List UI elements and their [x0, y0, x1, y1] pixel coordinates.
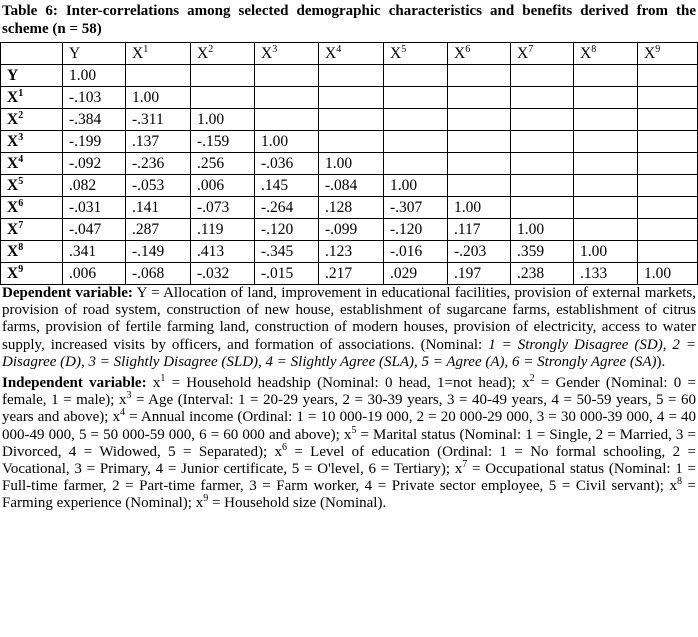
correlation-cell — [574, 65, 638, 87]
correlation-cell: -.199 — [63, 131, 126, 153]
column-header-label: X — [580, 44, 592, 62]
correlation-cell: .197 — [448, 263, 511, 285]
correlation-cell: -.015 — [255, 263, 319, 285]
variable-definition: = Age (Interval: 1 = 20-29 years, 2 = 30-39 years, 3 = 40-49 years, 4 = 50-59 years, 5 = 60 years and above); — [2, 392, 697, 426]
row-header-label: X — [7, 198, 19, 216]
correlation-cell — [638, 175, 698, 197]
correlation-cell: -.032 — [191, 263, 255, 285]
row-header-superscript: 6 — [18, 197, 24, 209]
table-row — [1, 153, 698, 175]
row-header — [1, 219, 63, 241]
correlation-cell — [255, 87, 319, 109]
dependent-end: ). — [656, 353, 666, 370]
column-header — [638, 43, 698, 65]
correlation-cell: -.345 — [255, 241, 319, 263]
correlation-cell: .128 — [319, 197, 384, 219]
column-header — [511, 43, 574, 65]
column-header-label: X — [390, 44, 402, 62]
correlation-cell: .006 — [191, 175, 255, 197]
correlation-cell — [574, 153, 638, 175]
correlation-cell — [638, 197, 698, 219]
column-header — [126, 43, 191, 65]
correlation-cell: .133 — [574, 263, 638, 285]
correlation-cell: -.084 — [319, 175, 384, 197]
variable-definition: = Gender (Nominal: 0 = female, 1 = male); — [2, 375, 697, 409]
correlation-cell: .119 — [191, 219, 255, 241]
correlation-cell: 1.00 — [384, 175, 448, 197]
row-header-label: Y — [7, 66, 19, 84]
column-header-superscript: 6 — [465, 43, 471, 55]
correlation-cell: .006 — [63, 263, 126, 285]
variable-superscript: 8 — [676, 476, 682, 488]
table-row — [1, 197, 698, 219]
row-header-superscript: 3 — [18, 131, 24, 143]
independent-variable-note — [0, 375, 698, 513]
correlation-cell: .123 — [319, 241, 384, 263]
correlation-cell — [511, 175, 574, 197]
correlation-cell: -.159 — [191, 131, 255, 153]
correlation-cell: .082 — [63, 175, 126, 197]
correlation-cell: 1.00 — [63, 65, 126, 87]
column-header-label: X — [132, 44, 144, 62]
row-header — [1, 131, 63, 153]
correlation-cell: -.073 — [191, 197, 255, 219]
correlation-cell: -.047 — [63, 219, 126, 241]
variable-symbol: x — [454, 461, 463, 478]
table-row — [1, 87, 698, 109]
row-header — [1, 87, 63, 109]
correlation-cell — [384, 65, 448, 87]
correlation-cell: .256 — [191, 153, 255, 175]
row-header — [1, 153, 63, 175]
correlation-cell — [255, 109, 319, 131]
row-header — [1, 197, 63, 219]
column-header-label: X — [197, 44, 209, 62]
column-header-superscript: 3 — [272, 43, 278, 55]
row-header-superscript: 4 — [18, 153, 24, 165]
dependent-label: Dependent variable: — [2, 285, 133, 301]
correlation-cell: .287 — [126, 219, 191, 241]
column-header-label: X — [644, 44, 656, 62]
table-row — [1, 263, 698, 285]
correlation-cell: 1.00 — [511, 219, 574, 241]
table-row — [1, 175, 698, 197]
correlation-cell — [511, 197, 574, 219]
correlation-cell — [511, 109, 574, 131]
variable-superscript: 5 — [351, 424, 357, 436]
column-header-superscript: 4 — [336, 43, 342, 55]
variable-superscript: 6 — [281, 441, 287, 453]
column-header-label: X — [325, 44, 337, 62]
row-header — [1, 241, 63, 263]
correlation-cell: .029 — [384, 263, 448, 285]
correlation-cell: -.103 — [63, 87, 126, 109]
column-header-label: X — [261, 44, 273, 62]
correlation-cell — [448, 87, 511, 109]
column-header — [191, 43, 255, 65]
row-header — [1, 65, 63, 87]
correlation-cell: 1.00 — [191, 109, 255, 131]
correlation-cell — [319, 109, 384, 131]
correlation-cell: -.264 — [255, 197, 319, 219]
correlation-cell — [126, 65, 191, 87]
column-header-superscript: 5 — [401, 43, 407, 55]
correlation-cell: 1.00 — [126, 87, 191, 109]
row-header-label: X — [7, 242, 19, 260]
correlation-cell: -.120 — [255, 219, 319, 241]
correlation-cell — [574, 109, 638, 131]
table-header-row — [1, 43, 698, 65]
variable-definition: = Marital status (Nominal: 1 = Single, 2 = Married, 3 = Divorced, 4 = Widowed, 5 = Separated); — [2, 426, 696, 460]
row-header-superscript: 1 — [18, 87, 24, 99]
correlation-cell — [448, 153, 511, 175]
row-header-label: X — [7, 88, 19, 106]
correlation-cell: .359 — [511, 241, 574, 263]
correlation-cell — [638, 131, 698, 153]
correlation-cell — [511, 153, 574, 175]
correlation-cell: -.307 — [384, 197, 448, 219]
independent-label: Independent variable: — [2, 375, 147, 392]
correlation-cell — [574, 219, 638, 241]
correlation-cell — [191, 87, 255, 109]
correlation-cell: -.092 — [63, 153, 126, 175]
column-header-label: X — [454, 44, 466, 62]
correlation-cell: -.053 — [126, 175, 191, 197]
correlation-cell — [574, 131, 638, 153]
correlation-cell — [638, 109, 698, 131]
variable-symbol: x — [118, 392, 127, 409]
variable-superscript: 4 — [120, 407, 126, 419]
correlation-cell — [191, 65, 255, 87]
correlation-cell: 1.00 — [319, 153, 384, 175]
correlation-cell: -.120 — [384, 219, 448, 241]
correlation-cell: -.036 — [255, 153, 319, 175]
correlation-cell — [448, 65, 511, 87]
correlation-cell — [384, 87, 448, 109]
variable-symbol: x — [343, 426, 352, 443]
correlation-cell: .117 — [448, 219, 511, 241]
correlation-cell — [574, 87, 638, 109]
variable-definition: = Household size (Nominal). — [208, 495, 387, 512]
row-header-superscript: 9 — [18, 263, 24, 275]
column-header — [448, 43, 511, 65]
correlation-cell: .341 — [63, 241, 126, 263]
variable-symbol: x — [274, 443, 282, 460]
correlation-cell: -.016 — [384, 241, 448, 263]
column-header — [255, 43, 319, 65]
correlation-table — [0, 42, 698, 285]
column-header-superscript: 2 — [208, 43, 214, 55]
variable-definition: = Level of education (Ordinal: 1 = No formal schooling, 2 = Vocational, 3 = Primary, 4 = Junior certificate, 5 = O'level, 6 = Tertiary); — [2, 443, 696, 478]
variable-definition: = Farming experience (Nominal); — [2, 478, 696, 512]
column-header-superscript: 7 — [528, 43, 534, 55]
correlation-cell: 1.00 — [448, 197, 511, 219]
correlation-cell — [638, 241, 698, 263]
variable-superscript: 3 — [126, 390, 132, 402]
variable-definition: = Annual income (Ordinal: 1 = 10 000-19 000, 2 = 20 000-29 000, 3 = 30 000-39 000, 4 = 40 000-49 000, 5 = 50 000-59 000, 6 = 60 000 and above); — [2, 409, 696, 443]
row-header-label: X — [7, 110, 19, 128]
correlation-cell: -.031 — [63, 197, 126, 219]
dependent-text: Y = Allocation of land, improvement in educational facilities, provision of external markets, provision of road system, construction of new house, establishment of sugarcane farms, establishment of citrus farms, provision of fertile farming land, construction of modern houses, provision of electricity, access to water supply, increased visits by officers, and formation of associations. (Nominal: — [2, 285, 696, 353]
variable-symbol: x — [669, 478, 677, 495]
correlation-cell — [319, 87, 384, 109]
correlation-cell: -.236 — [126, 153, 191, 175]
dependent-scale: 1 = Strongly Disagree (SD), 2 = Disagree (D), 3 = Slightly Disagree (SLD), 4 = Slightly Agree (SLA), 5 = Agree (A), 6 = Strongly Agree (SA) — [2, 336, 696, 370]
correlation-cell: .141 — [126, 197, 191, 219]
column-header — [319, 43, 384, 65]
correlation-cell: -.068 — [126, 263, 191, 285]
row-header-superscript: 8 — [18, 241, 24, 253]
correlation-cell: -.311 — [126, 109, 191, 131]
correlation-cell: 1.00 — [638, 263, 698, 285]
row-header-superscript: 5 — [18, 175, 24, 187]
variable-symbol: x — [195, 495, 204, 512]
variable-symbol: x — [112, 409, 121, 426]
variable-superscript: 2 — [529, 373, 535, 385]
correlation-cell — [638, 65, 698, 87]
row-header-label: X — [7, 176, 19, 194]
variable-definition: = Occupational status (Nominal: 1 = Full-time farmer, 2 = Part-time farmer, 3 = Farm worker, 4 = Private sector employee, 5 = Civil servant); — [2, 461, 696, 495]
variable-superscript: 9 — [203, 493, 209, 505]
variable-superscript: 1 — [160, 373, 166, 385]
correlation-cell — [255, 65, 319, 87]
variable-symbol: x — [522, 375, 530, 392]
column-header — [574, 43, 638, 65]
correlation-cell: -.149 — [126, 241, 191, 263]
correlation-cell — [319, 131, 384, 153]
correlation-cell — [384, 131, 448, 153]
correlation-cell — [384, 153, 448, 175]
row-header-label: X — [7, 220, 19, 238]
correlation-cell — [511, 131, 574, 153]
correlation-cell: .145 — [255, 175, 319, 197]
table-row — [1, 65, 698, 87]
row-header-superscript: 7 — [18, 219, 24, 231]
column-header-label: Y — [69, 44, 81, 62]
dependent-variable-note — [0, 285, 698, 371]
row-header-label: X — [7, 154, 19, 172]
table-row — [1, 219, 698, 241]
column-header-superscript: 8 — [591, 43, 597, 55]
correlation-cell — [448, 131, 511, 153]
correlation-cell: -.203 — [448, 241, 511, 263]
column-header — [63, 43, 126, 65]
variable-definition: = Household headship (Nominal: 0 head, 1=not head); — [165, 375, 523, 392]
column-header-superscript: 9 — [655, 43, 661, 55]
correlation-cell — [511, 65, 574, 87]
table-row — [1, 131, 698, 153]
row-header-superscript: 2 — [18, 109, 24, 121]
correlation-cell — [574, 175, 638, 197]
row-header — [1, 109, 63, 131]
correlation-cell: .238 — [511, 263, 574, 285]
table-row — [1, 109, 698, 131]
column-header-label: X — [517, 44, 529, 62]
correlation-cell: -.099 — [319, 219, 384, 241]
correlation-cell — [638, 87, 698, 109]
correlation-cell — [574, 197, 638, 219]
correlation-cell — [448, 109, 511, 131]
table-title: Table 6: Inter-correlations among selected demographic characteristics and benefits derived from the scheme (n = 58) — [2, 3, 696, 37]
correlation-cell — [638, 153, 698, 175]
row-header-label: X — [7, 264, 19, 282]
correlation-cell: -.384 — [63, 109, 126, 131]
variable-symbol: x — [152, 375, 161, 392]
variable-superscript: 7 — [462, 459, 468, 471]
row-header — [1, 263, 63, 285]
correlation-cell — [384, 109, 448, 131]
correlation-cell: 1.00 — [574, 241, 638, 263]
correlation-cell — [448, 175, 511, 197]
correlation-cell: .413 — [191, 241, 255, 263]
corner-cell — [1, 43, 63, 65]
table-row — [1, 241, 698, 263]
correlation-cell — [319, 65, 384, 87]
correlation-cell: 1.00 — [255, 131, 319, 153]
row-header — [1, 175, 63, 197]
correlation-cell — [511, 87, 574, 109]
column-header-superscript: 1 — [143, 43, 149, 55]
correlation-cell: .137 — [126, 131, 191, 153]
column-header — [384, 43, 448, 65]
correlation-cell — [638, 219, 698, 241]
correlation-cell: .217 — [319, 263, 384, 285]
row-header-label: X — [7, 132, 19, 150]
